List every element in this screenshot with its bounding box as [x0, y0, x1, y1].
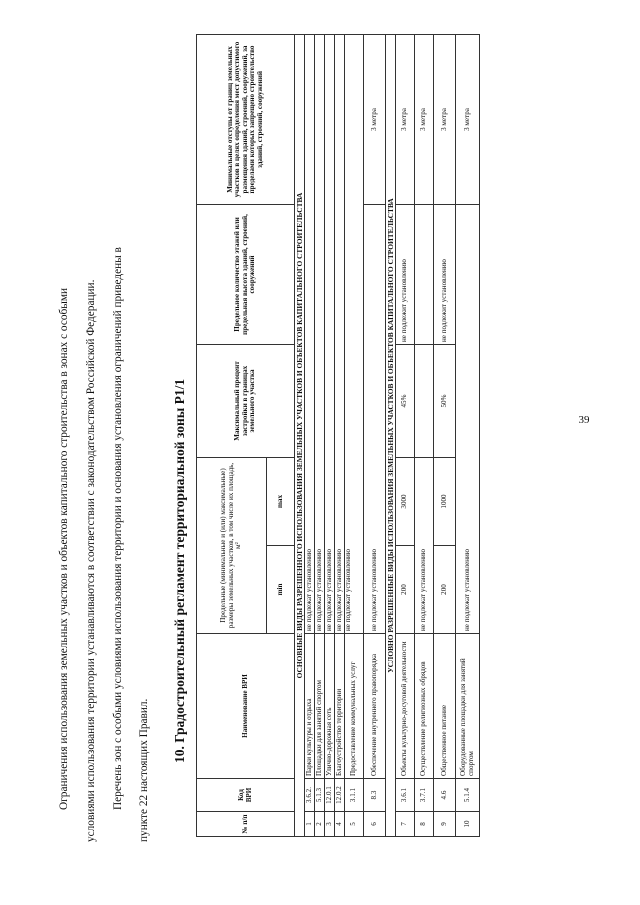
- row-note: не подлежат установлению: [335, 34, 345, 633]
- section-basic-title: ОСНОВНЫЕ ВИДЫ РАЗРЕШЕННОГО ИСПОЛЬЗОВАНИЯ ЗЕМЕЛЬНЫХ УЧАСТКОВ И ОБЪЕКТОВ КАПИТАЛЬНОГО СТРОИТЕЛЬСТВА: [295, 34, 305, 836]
- row-num: 1: [305, 812, 315, 837]
- row-note: не подлежат установлению: [364, 204, 386, 633]
- row-setback: 3 метра: [396, 34, 415, 204]
- header-code: Код ВРИ: [197, 779, 295, 812]
- row-num: 3: [325, 812, 335, 837]
- row-min: 200: [396, 546, 415, 634]
- row-num: 2: [315, 812, 325, 837]
- table-row: [364, 34, 386, 836]
- row-num: 10: [456, 812, 480, 837]
- row-code: 8.3: [364, 779, 386, 812]
- header-size: Предельные (минимальные и (или) максимальные) размеры земельных участков, в том числе их площадь, м²: [197, 457, 267, 633]
- row-note: не подлежат установлению: [456, 204, 480, 633]
- header-setback: Минимальные отступы от границ земельных участков в целях определения мест допустимого размещения зданий, строений, сооружений, за пределами которых запрещено строительство зданий, строений, сооружений: [197, 34, 295, 204]
- table-row: [434, 34, 456, 836]
- row-name: Улично-дорожная сеть: [325, 634, 335, 779]
- table-row: [396, 34, 415, 836]
- row-name: Общественное питание: [434, 634, 456, 779]
- paragraph-line-4: пункте 22 настоящих Правил.: [138, 698, 150, 842]
- row-name: Обеспечение внутреннего правопорядка: [364, 634, 386, 779]
- row-setback: 3 метра: [434, 34, 456, 204]
- row-name: Парки культуры и отдыха: [305, 634, 315, 779]
- row-code: 4.6: [434, 779, 456, 812]
- paragraph-line-3: Перечень зон с особыми условиями использования территории и основания установления ограничений приведены в: [112, 247, 124, 810]
- row-name: Площадки для занятий спортом: [315, 634, 325, 779]
- table-row: [325, 34, 335, 836]
- row-floors: не подлежит установлению: [396, 204, 415, 344]
- row-note: не подлежат установлению: [325, 34, 335, 633]
- header-floors: Предельное количество этажей или предельная высота зданий, строений, сооружений: [197, 204, 295, 344]
- row-num: 9: [434, 812, 456, 837]
- row-code: 5.1.4: [456, 779, 480, 812]
- row-percent: 50%: [434, 344, 456, 457]
- table-row: [315, 34, 325, 836]
- row-code: 12.0.1: [325, 779, 335, 812]
- page-number: 39: [578, 414, 590, 426]
- row-percent: 45%: [396, 344, 415, 457]
- row-setback: 3 метра: [364, 34, 386, 204]
- header-num: № п/п: [197, 812, 295, 837]
- row-code: 5.1.3: [315, 779, 325, 812]
- row-code: 3.6.1: [396, 779, 415, 812]
- row-code: 3.1.1: [345, 779, 364, 812]
- row-name: Объекты культурно-досуговой деятельности: [396, 634, 415, 779]
- row-name: Оборудованные площадки для занятий спортом: [456, 634, 480, 779]
- row-name: Предоставление коммунальных услуг: [345, 634, 364, 779]
- row-code: 3.7.1: [415, 779, 434, 812]
- header-min: min: [267, 546, 295, 634]
- row-max: 3000: [396, 457, 415, 545]
- row-num: 7: [396, 812, 415, 837]
- header-max: max: [267, 457, 295, 545]
- table-row: [335, 34, 345, 836]
- row-note: не подлежат установлению: [415, 457, 434, 633]
- table-row: [305, 34, 315, 836]
- row-code: 3.6.2.: [305, 779, 315, 812]
- row-name: Благоустройство территории: [335, 634, 345, 779]
- row-floors: не подлежит установлению: [434, 204, 456, 344]
- row-name: Осуществление религиозных обрядов: [415, 634, 434, 779]
- regulation-table: [196, 34, 480, 837]
- row-num: 5: [345, 812, 364, 837]
- row-note: не подлежат установлению: [315, 34, 325, 633]
- row-code: 12.0.2: [335, 779, 345, 812]
- row-note: не подлежат установлению: [345, 34, 364, 633]
- section-heading: 10. Градостроительный регламент территориальной зоны Р1/1: [172, 378, 187, 763]
- row-setback: 3 метра: [456, 34, 480, 204]
- paragraph-line-2: условиями использования территории устанавливаются в соответствии с законодательством Российской Федерации.: [85, 279, 97, 842]
- table-row: [345, 34, 364, 836]
- row-max: 1000: [434, 457, 456, 545]
- table-row: [456, 34, 480, 836]
- table-row: [415, 34, 434, 836]
- header-percent: Максимальный процент застройки в границах земельного участка: [197, 344, 295, 457]
- header-name: Наименование ВРИ: [197, 634, 295, 779]
- paragraph-line-1: Ограничения использования земельных участков и объектов капитального строительства в зонах с особыми: [58, 287, 70, 810]
- row-num: 6: [364, 812, 386, 837]
- row-min: 200: [434, 546, 456, 634]
- section-conditional-title: УСЛОВНО РАЗРЕШЕННЫЕ ВИДЫ ИСПОЛЬЗОВАНИЯ ЗЕМЕЛЬНЫХ УЧАСТКОВ И ОБЪЕКТОВ КАПИТАЛЬНОГО СТРОИТЕЛЬСТВА: [386, 34, 396, 836]
- row-num: 4: [335, 812, 345, 837]
- row-setback: 3 метра: [415, 34, 434, 204]
- row-num: 8: [415, 812, 434, 837]
- row-note: не подлежат установлению: [305, 34, 315, 633]
